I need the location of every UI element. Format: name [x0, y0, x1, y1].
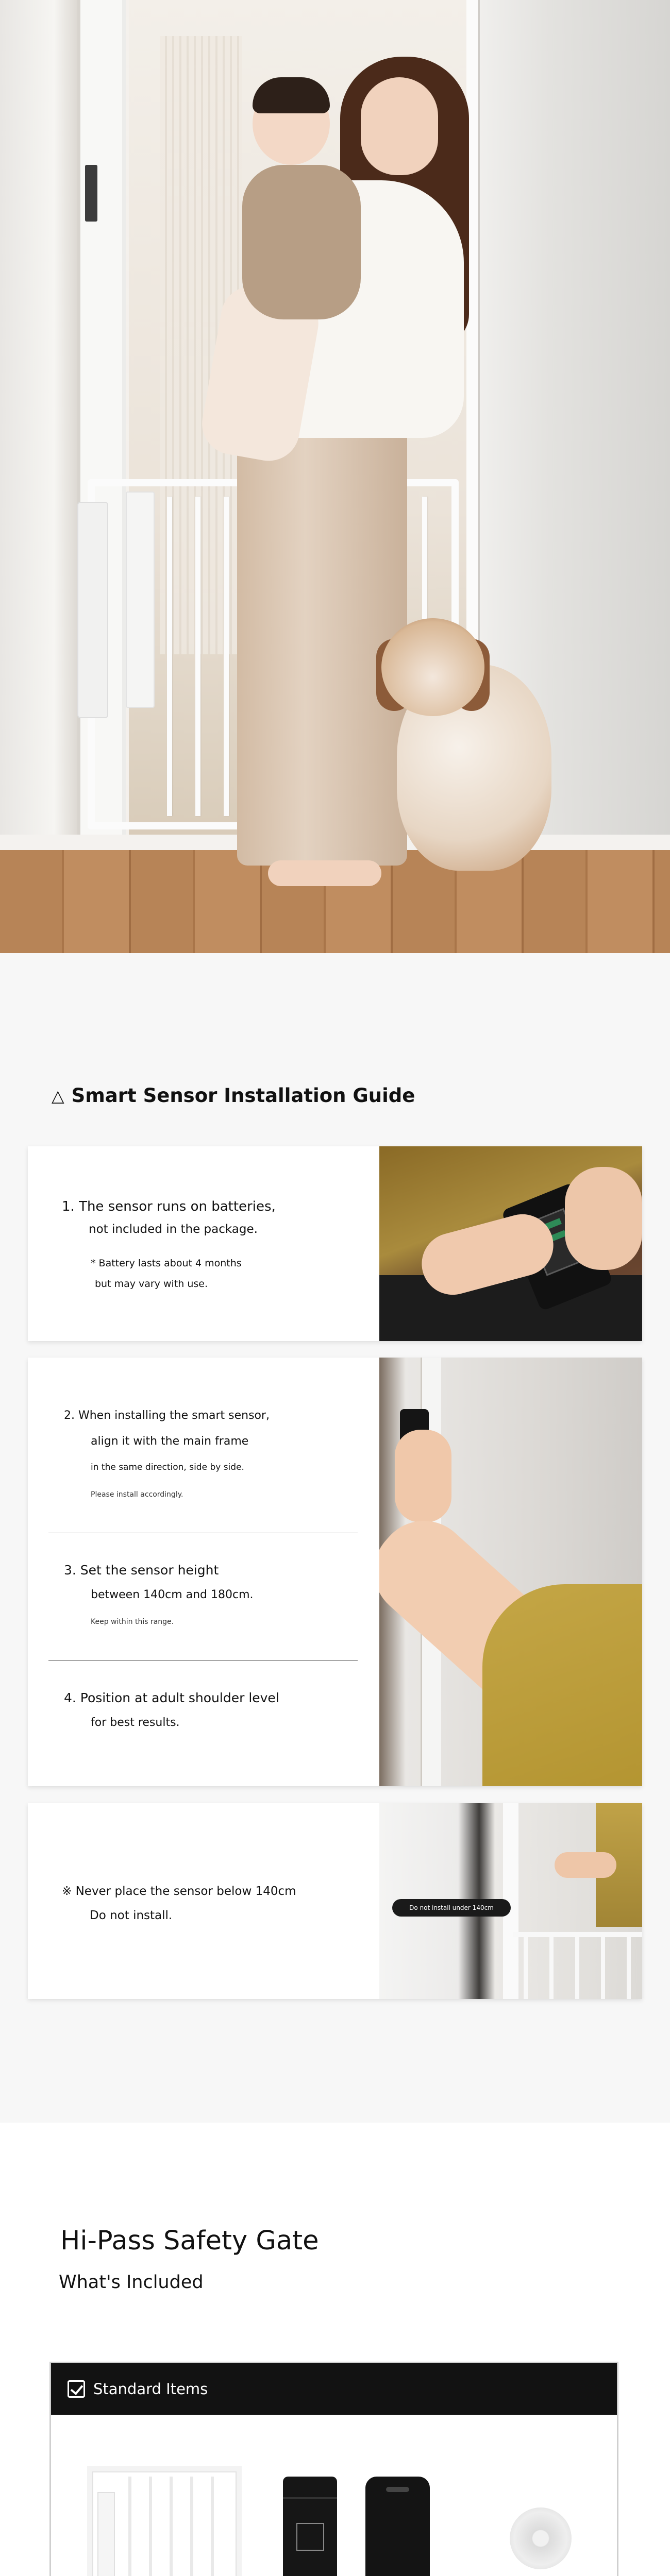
- checkbox-icon: [68, 2380, 85, 2398]
- included-subtitle: What's Included: [59, 2272, 204, 2293]
- gate-photo: [513, 1932, 642, 1999]
- step-3-note: Keep within this range.: [91, 1618, 174, 1626]
- guide-card-3: [28, 1803, 642, 1999]
- gate-mount: [77, 502, 108, 718]
- product-title: Hi-Pass Safety Gate: [60, 2226, 319, 2256]
- hero-photo: [0, 0, 670, 953]
- hand: [395, 1430, 451, 1522]
- gate-latch: [126, 492, 155, 708]
- door-panel: [0, 0, 77, 850]
- sensor-height-photo: [379, 1803, 642, 1999]
- smart-sensor-icon: [283, 2477, 337, 2576]
- step-1-text: 1. The sensor runs on batteries,: [62, 1199, 276, 1214]
- sleeve: [482, 1584, 642, 1786]
- warning-subtext: Do not install.: [90, 1909, 173, 1922]
- step-3-text: 3. Set the sensor height: [64, 1563, 219, 1578]
- battery-photo: [379, 1146, 642, 1341]
- standard-items-box: [49, 2362, 618, 2576]
- step-2-text: 2. When installing the smart sensor,: [64, 1409, 270, 1422]
- step-2-detail: in the same direction, side by side.: [91, 1462, 244, 1472]
- item-safety-gate: [87, 2466, 242, 2576]
- step-3-subtext: between 140cm and 180cm.: [91, 1588, 254, 1601]
- warning-text: ※ Never place the sensor below 140cm: [62, 1885, 296, 1898]
- step-1-note-2: but may vary with use.: [95, 1278, 208, 1290]
- guide-card-2: [28, 1358, 642, 1786]
- installation-guide-section: [0, 953, 670, 2123]
- included-section: [0, 2123, 670, 2576]
- guide-title: △ Smart Sensor Installation Guide: [52, 1084, 415, 1107]
- step-2-subtext: align it with the main frame: [91, 1435, 249, 1448]
- step-4-text: 4. Position at adult shoulder level: [64, 1690, 279, 1705]
- guide-card-1: [28, 1146, 642, 1341]
- hinge-icon: [85, 165, 97, 222]
- step-1-note: * Battery lasts about 4 months: [91, 1258, 242, 1269]
- sensor-mount-photo: [379, 1358, 642, 1786]
- sensor-holder-icon: [365, 2477, 430, 2576]
- divider: [48, 1660, 358, 1661]
- step-1-subtext: not included in the package.: [89, 1223, 258, 1236]
- safety-gate-icon: [87, 2466, 242, 2576]
- height-warning-tag: Do not install under 140cm: [392, 1899, 511, 1917]
- step-2-note: Please install accordingly.: [91, 1490, 183, 1499]
- hand: [555, 1852, 616, 1878]
- screw-cup-icon: [510, 2507, 572, 2569]
- standard-items-header: Standard Items: [51, 2363, 617, 2415]
- woman-figure: [237, 412, 407, 866]
- step-4-subtext: for best results.: [91, 1716, 180, 1729]
- item-screw-cups: [484, 2507, 597, 2576]
- item-smart-sensor: [257, 2477, 443, 2576]
- warning-triangle-icon: △: [52, 1086, 64, 1106]
